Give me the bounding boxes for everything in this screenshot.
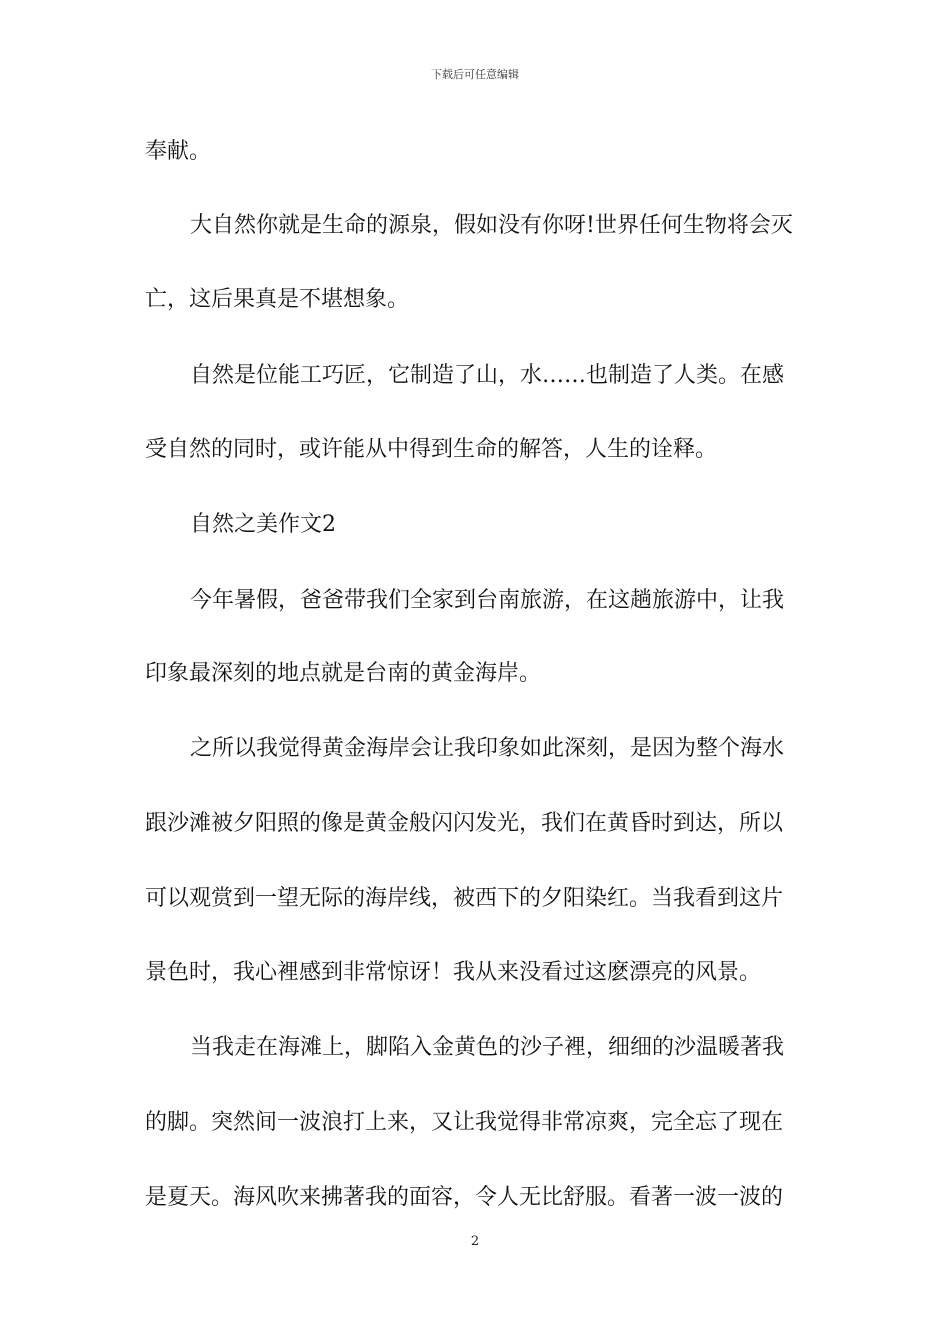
- text-line: 亡，这后果真是不堪想象。: [145, 287, 410, 312]
- page-header: 下载后可任意编辑: [431, 68, 519, 81]
- paragraph-start-line: 之所以我觉得黄金海岸会让我印象如此深刻，是因为整个海水: [190, 736, 785, 761]
- paragraph-start-line: 自然是位能工巧匠，它制造了山，水……也制造了人类。在感: [190, 363, 785, 388]
- page-number: 2: [470, 1234, 480, 1249]
- text-line: 的脚。突然间一波浪打上来，又让我觉得非常凉爽，完全忘了现在: [145, 1110, 784, 1135]
- text-line: 跟沙滩被夕阳照的像是黄金般闪闪发光，我们在黄昏时到达，所以: [145, 811, 784, 836]
- text-line: 可以观赏到一望无际的海岸线，被西下的夕阳染红。当我看到这片: [145, 886, 784, 911]
- section-title: 自然之美作文2: [190, 512, 336, 537]
- text-line: 奉献。: [145, 139, 212, 164]
- paragraph-start-line: 当我走在海滩上，脚陷入金黄色的沙子裡，细细的沙温暖著我: [190, 1035, 785, 1060]
- paragraph-start-line: 大自然你就是生命的源泉，假如没有你呀!世界任何生物将会灭: [190, 213, 793, 238]
- paragraph-start-line: 今年暑假，爸爸带我们全家到台南旅游，在这趟旅游中，让我: [190, 588, 785, 613]
- text-line: 印象最深刻的地点就是台南的黄金海岸。: [145, 661, 542, 686]
- text-line: 景色时，我心裡感到非常惊讶！我从来没看过这麽漂亮的风景。: [145, 960, 762, 985]
- text-line: 是夏天。海风吹来拂著我的面容，令人无比舒服。看著一波一波的: [145, 1185, 784, 1210]
- text-line: 受自然的同时，或许能从中得到生命的解答，人生的诠释。: [145, 437, 718, 462]
